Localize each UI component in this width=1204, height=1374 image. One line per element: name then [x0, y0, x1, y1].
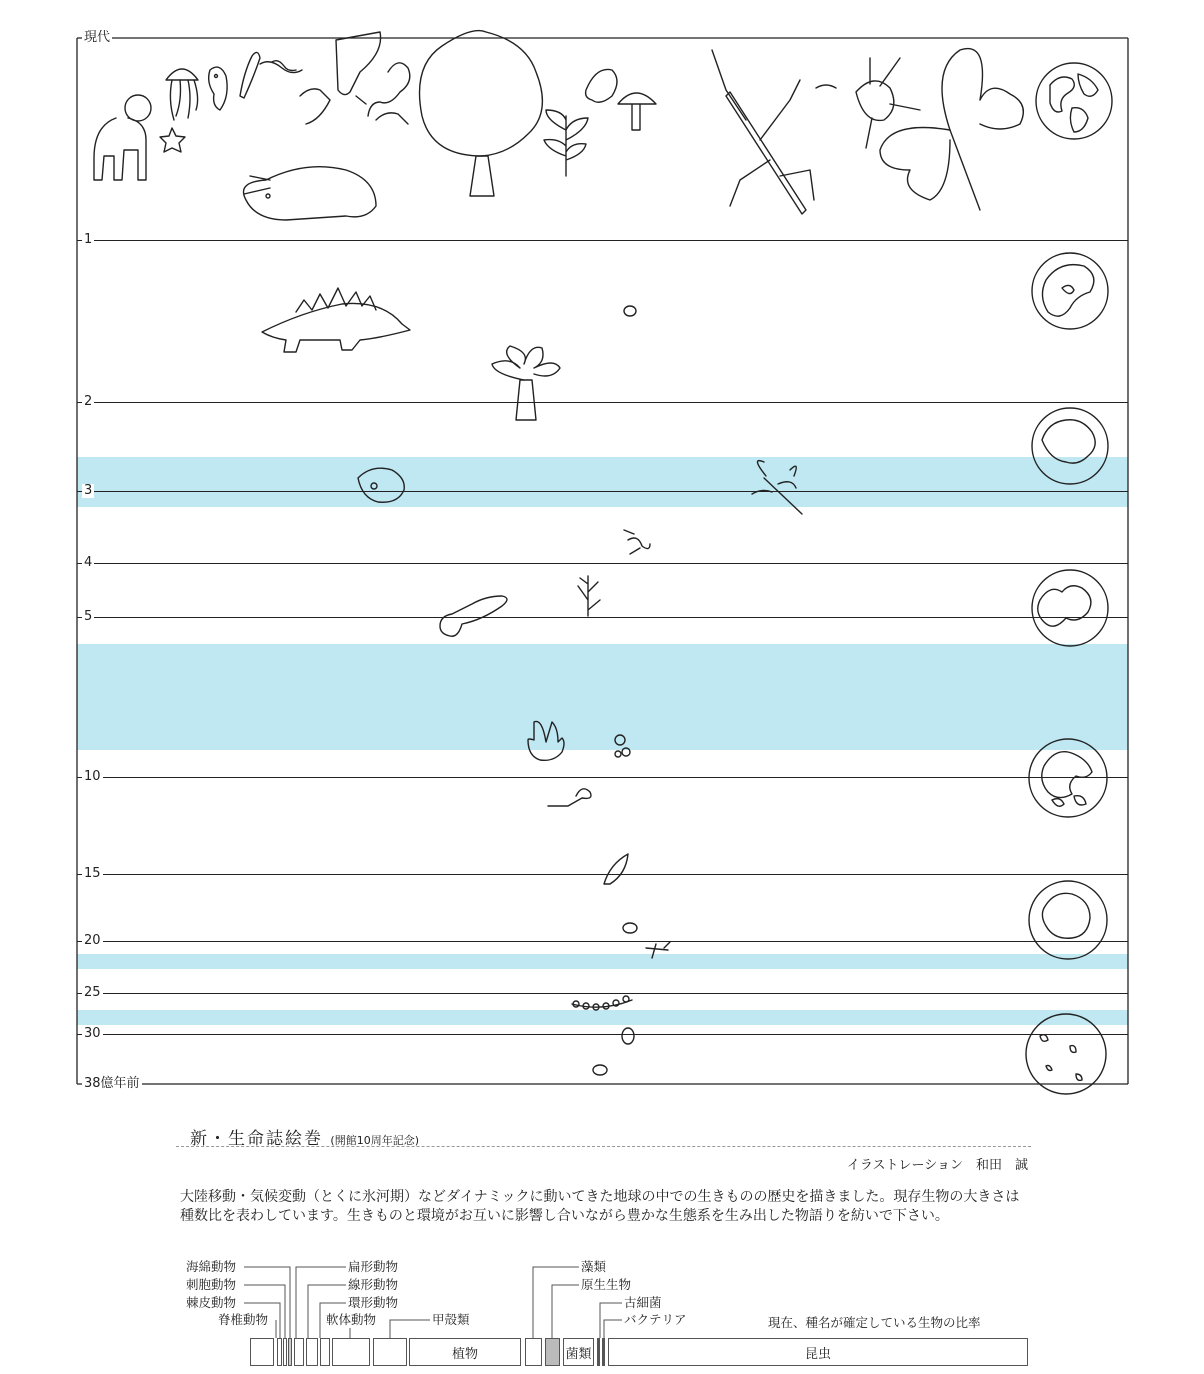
label-flatworms: 扁形動物 — [348, 1259, 399, 1274]
label-bacteria: バクテリア — [624, 1312, 687, 1327]
ratio-box-protists — [545, 1338, 560, 1366]
time-label: 5 — [84, 609, 93, 624]
ratio-box-archaea — [597, 1338, 600, 1366]
label-nematodes: 線形動物 — [348, 1277, 399, 1292]
ratio-box-sponges — [288, 1338, 292, 1366]
ratio-box-plants: 植物 — [409, 1338, 521, 1366]
ratio-box-flatworms — [294, 1338, 304, 1366]
ratio-box-insects: 昆虫 — [608, 1338, 1028, 1366]
time-label: 30 — [84, 1026, 101, 1041]
label-cnidaria: 刺胞動物 — [186, 1277, 237, 1292]
illustration-credit: イラストレーション 和田 誠 — [846, 1158, 1028, 1173]
ratio-box-fungi: 菌類 — [563, 1338, 594, 1366]
ratio-box-vertebrates — [250, 1338, 274, 1366]
ratio-box-cnidaria — [283, 1338, 287, 1366]
ratio-box-bacteria — [602, 1338, 605, 1366]
time-label: 10 — [84, 769, 101, 784]
legend-title: 現在、種名が確定している生物の比率 — [768, 1315, 981, 1330]
description-text: 大陸移動・気候変動（とくに氷河期）などダイナミックに動いてきた地球の中での生きものの歴史を描きました。現存生物の大きさは種数比を表わしています。生きものと環境がお互いに影響し合いながら豊かな生態系を生み出した物語りを紡いで下さい。 — [180, 1189, 1020, 1224]
label-crustaceans: 甲殻類 — [432, 1312, 470, 1327]
label-annelids: 環形動物 — [348, 1295, 399, 1310]
ratio-box-mollusks — [332, 1338, 370, 1366]
ratio-box-nematodes — [306, 1338, 318, 1366]
ratio-box-annelids — [320, 1338, 330, 1366]
label-protists: 原生生物 — [581, 1277, 632, 1292]
time-label: 20 — [84, 933, 101, 948]
ratio-box-algae — [525, 1338, 542, 1366]
time-label: 4 — [84, 555, 93, 570]
label-algae: 藻類 — [581, 1259, 607, 1274]
time-label: 15 — [84, 866, 101, 881]
label-mollusks: 軟体動物 — [326, 1312, 377, 1327]
label-sponges: 海綿動物 — [186, 1259, 237, 1274]
time-label-bottom: 38億年前 — [84, 1076, 140, 1091]
time-label: 3 — [84, 483, 93, 498]
label-archaea: 古細菌 — [624, 1295, 662, 1310]
label-vertebrates: 脊椎動物 — [218, 1312, 269, 1327]
scroll-title: 新・生命誌絵巻 (開館10周年記念) — [190, 1129, 419, 1149]
time-label-top: 現代 — [84, 30, 111, 45]
label-echinoderms: 棘皮動物 — [186, 1295, 237, 1310]
time-label: 1 — [84, 232, 93, 247]
time-label: 25 — [84, 985, 101, 1000]
ratio-box-echinoderms — [277, 1338, 282, 1366]
time-label: 2 — [84, 394, 93, 409]
ratio-box-crustaceans — [373, 1338, 407, 1366]
